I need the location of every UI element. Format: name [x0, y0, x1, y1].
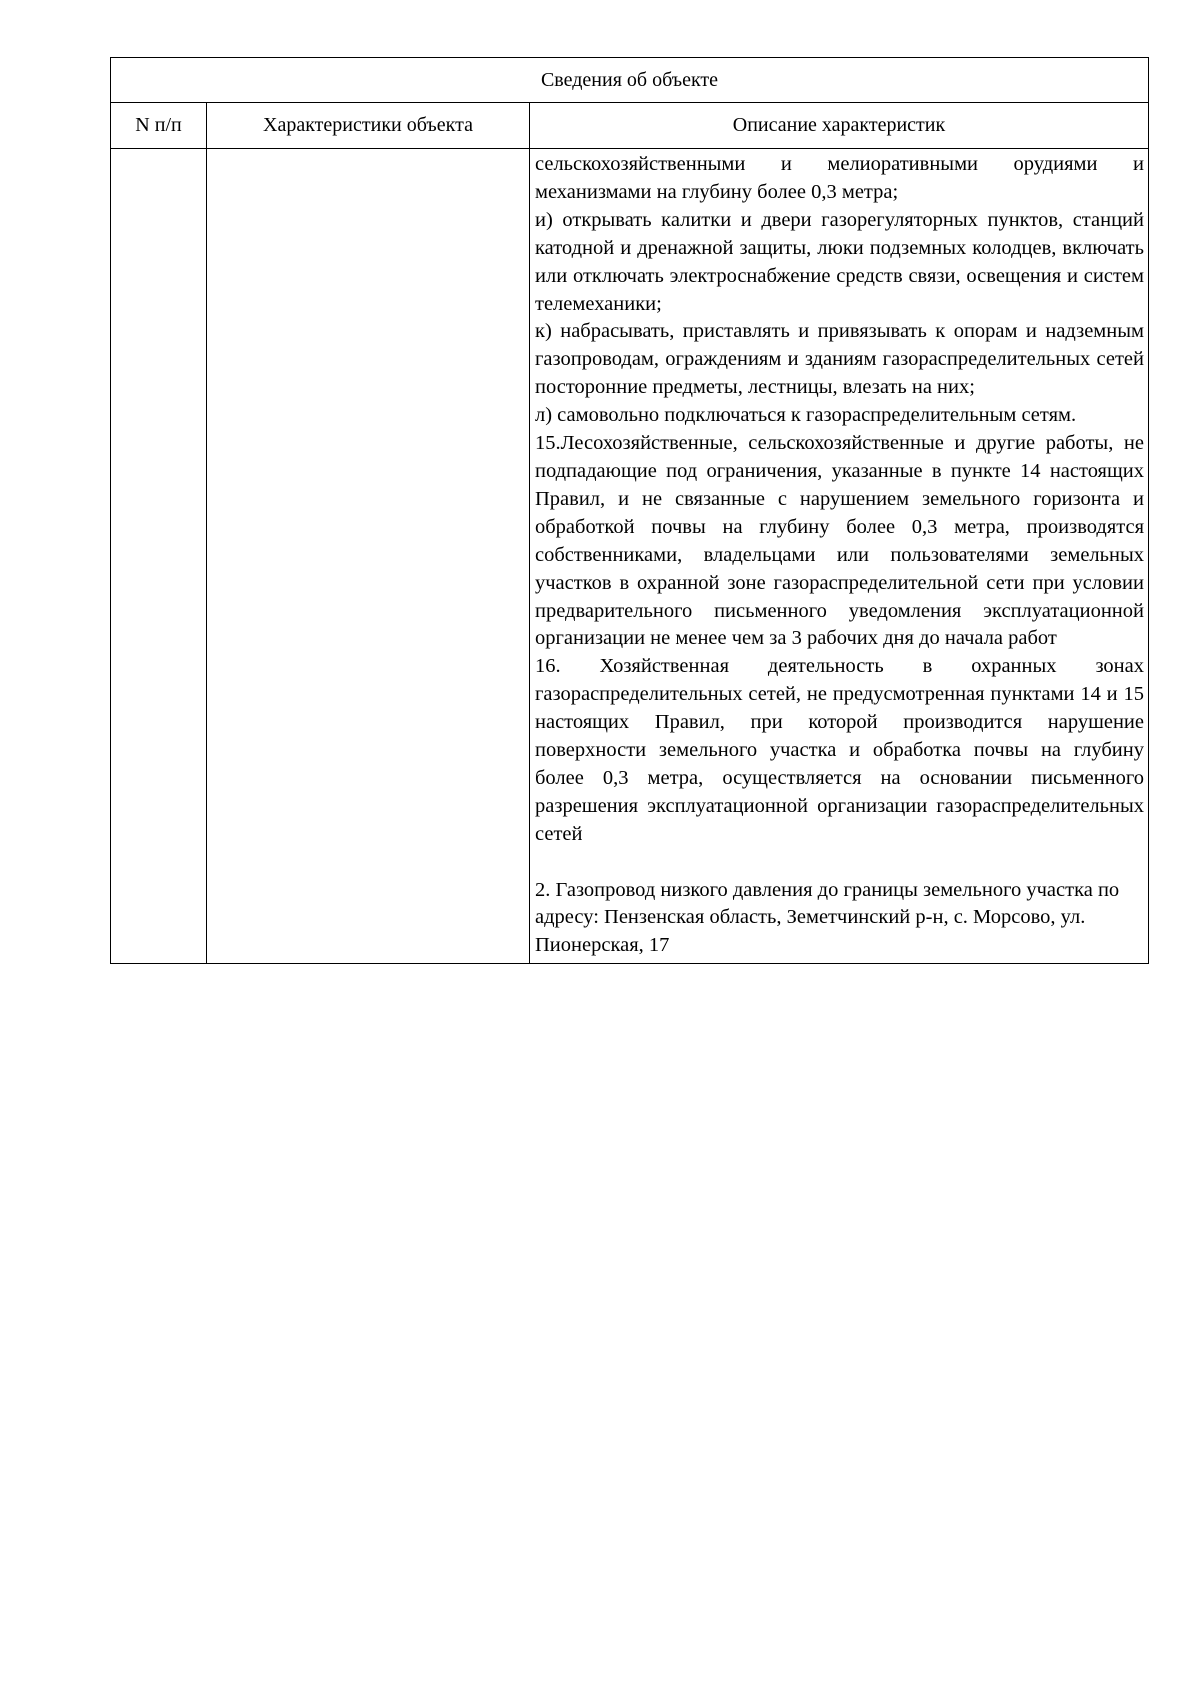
description-paragraph: и) открывать калитки и двери газорегуляторных пунктов, станций катодной и дренажной защиты, люки подземных колодцев, включать или отключать электроснабжение средств связи, освещения и систем телемеханики;: [535, 208, 1144, 315]
table-row: [111, 149, 1149, 964]
object-address: 2. Газопровод низкого давления до границы земельного участка по адресу: Пензенская область, Земетчинский р-н, с. Морсово, ул. Пионерская, 17: [535, 878, 1120, 957]
row-characteristics-cell: [207, 149, 530, 964]
description-paragraph: 16. Хозяйственная деятельность в охранных зонах газораспределительных сетей, не предусмотренная пунктами 14 и 15 настоящих Правил, при которой производится нарушение поверхности земельного участка и обработка почвы на глубину более 0,3 метра, осуществляется на основании письменного разрешения эксплуатационной организации газораспределительных сетей: [535, 655, 1144, 845]
header-description: Описание характеристик: [530, 103, 1149, 149]
header-characteristics: Характеристики объекта: [207, 103, 530, 149]
description-paragraph: сельскохозяйственными и мелиоративными орудиями и механизмами на глубину более 0,3 метра;: [535, 153, 1144, 203]
description-paragraph: 15.Лесохозяйственные, сельскохозяйственные и другие работы, не подпадающие под ограничения, указанные в пункте 14 настоящих Правил, и не связанные с нарушением земельного горизонта и обработкой почвы на глубину более 0,3 метра, производятся собственниками, владельцами или пользователями земельных участков в охранной зоне газораспределительной сети при условии предварительного письменного уведомления эксплуатационной организации не менее чем за 3 рабочих дня до начала работ: [535, 432, 1144, 650]
header-number: N п/п: [111, 103, 207, 149]
description-paragraph: к) набрасывать, приставлять и привязывать к опорам и надземным газопроводам, ограждениям и зданиям газораспределительных сетей посторонние предметы, лестницы, влезать на них;: [535, 320, 1144, 399]
table-title-row: [111, 58, 1149, 103]
row-description-cell: [530, 149, 1149, 964]
object-info-table: [110, 57, 1149, 964]
table-title: Сведения об объекте: [111, 58, 1149, 103]
row-number-cell: [111, 149, 207, 964]
description-paragraph: л) самовольно подключаться к газораспределительным сетям.: [535, 404, 1077, 427]
paragraph-spacer: [535, 849, 1144, 877]
table-header-row: [111, 103, 1149, 149]
